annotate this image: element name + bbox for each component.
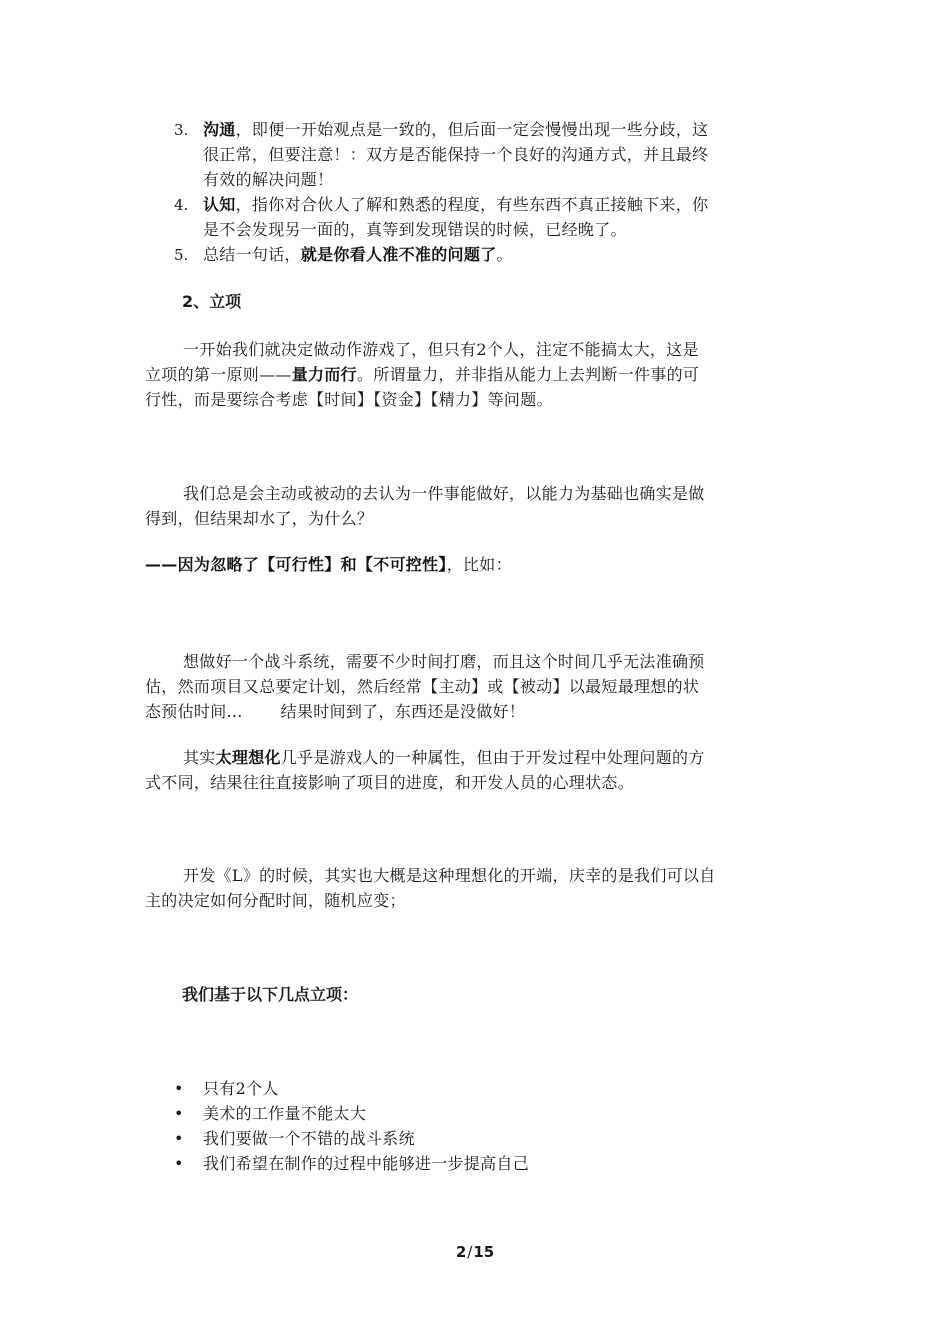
bold-heading: 我们基于以下几点立项： — [182, 985, 359, 1004]
list-item: 美术的工作量不能太大 — [203, 1104, 367, 1123]
paragraph-line: 得到，但结果却水了，为什么？ — [145, 509, 374, 528]
paragraph-line: 想做好一个战斗系统，需要不少时间打磨，而且这个时间几乎无法准确预 — [183, 652, 705, 671]
list-item-text: 总结一句话，就是你看人准不准的问题了。 — [203, 245, 513, 264]
list-number: 5. — [174, 246, 189, 264]
bullet-icon: • — [174, 1129, 184, 1148]
list-number: 4. — [174, 196, 189, 214]
list-item: 只有2个人 — [203, 1079, 279, 1098]
paragraph-line: 一开始我们就决定做动作游戏了，但只有2个人，注定不能搞太大，这是 — [183, 340, 699, 359]
list-item: 我们要做一个不错的战斗系统 — [203, 1129, 415, 1148]
paragraph-line: 开发《L》的时候，其实也大概是这种理想化的开端，庆幸的是我们可以自 — [183, 866, 716, 885]
bold-phrase: ——因为忽略了【可行性】和【不可控性】 — [145, 555, 447, 574]
paragraph-line: 行性，而是要综合考虑【时间】【资金】【精力】等问题。 — [145, 390, 553, 409]
bold-term: 沟通 — [203, 120, 236, 139]
total-pages: 15 — [473, 1243, 495, 1261]
section-heading: 2、立项 — [182, 292, 242, 311]
paragraph-line: 立项的第一原则——量力而行。所谓量力，并非指从能力上去判断一件事的可 — [145, 365, 700, 384]
list-item: 我们希望在制作的过程中能够进一步提高自己 — [203, 1154, 530, 1173]
paragraph-line: 估，然而项目又总要定计划，然后经常【主动】或【被动】以最短最理想的状 — [145, 677, 700, 696]
bullet-icon: • — [174, 1079, 184, 1098]
bullet-icon: • — [174, 1154, 184, 1173]
list-item-text: 认知，指你对合伙人了解和熟悉的程度，有些东西不真正接触下来，你 — [203, 195, 709, 214]
paragraph-line: 主的决定如何分配时间，随机应变； — [145, 891, 406, 910]
list-item-text: 沟通，即便一开始观点是一致的，但后面一定会慢慢出现一些分歧，这 — [203, 120, 709, 139]
list-item-text: 有效的解决问题！ — [203, 170, 334, 189]
page-separator: / — [467, 1243, 473, 1261]
paragraph-line: 式不同，结果往往直接影响了项目的进度，和开发人员的心理状态。 — [145, 773, 635, 792]
list-number: 3. — [174, 121, 189, 139]
page-number — [0, 1242, 950, 1262]
paragraph-line: ——因为忽略了【可行性】和【不可控性】，比如： — [145, 555, 512, 574]
bullet-icon: • — [174, 1104, 184, 1123]
paragraph-line: 态预估时间... 结果时间到了，东西还是没做好！ — [145, 702, 526, 721]
bold-phrase: 就是你看人准不准的问题了 — [300, 245, 497, 264]
paragraph-line: 其实太理想化几乎是游戏人的一种属性，但由于开发过程中处理问题的方 — [183, 748, 705, 767]
bold-term: 认知 — [203, 195, 236, 214]
list-item-text: 很正常，但要注意！：双方是否能保持一个良好的沟通方式，并且最终 — [203, 145, 709, 164]
bold-phrase: 量力而行 — [291, 365, 357, 384]
bold-phrase: 太理想化 — [215, 748, 281, 767]
list-item-text: 是不会发现另一面的，真等到发现错误的时候，已经晚了。 — [203, 220, 627, 239]
paragraph-line: 我们总是会主动或被动的去认为一件事能做好，以能力为基础也确实是做 — [183, 484, 705, 503]
current-page: 2 — [455, 1243, 467, 1261]
